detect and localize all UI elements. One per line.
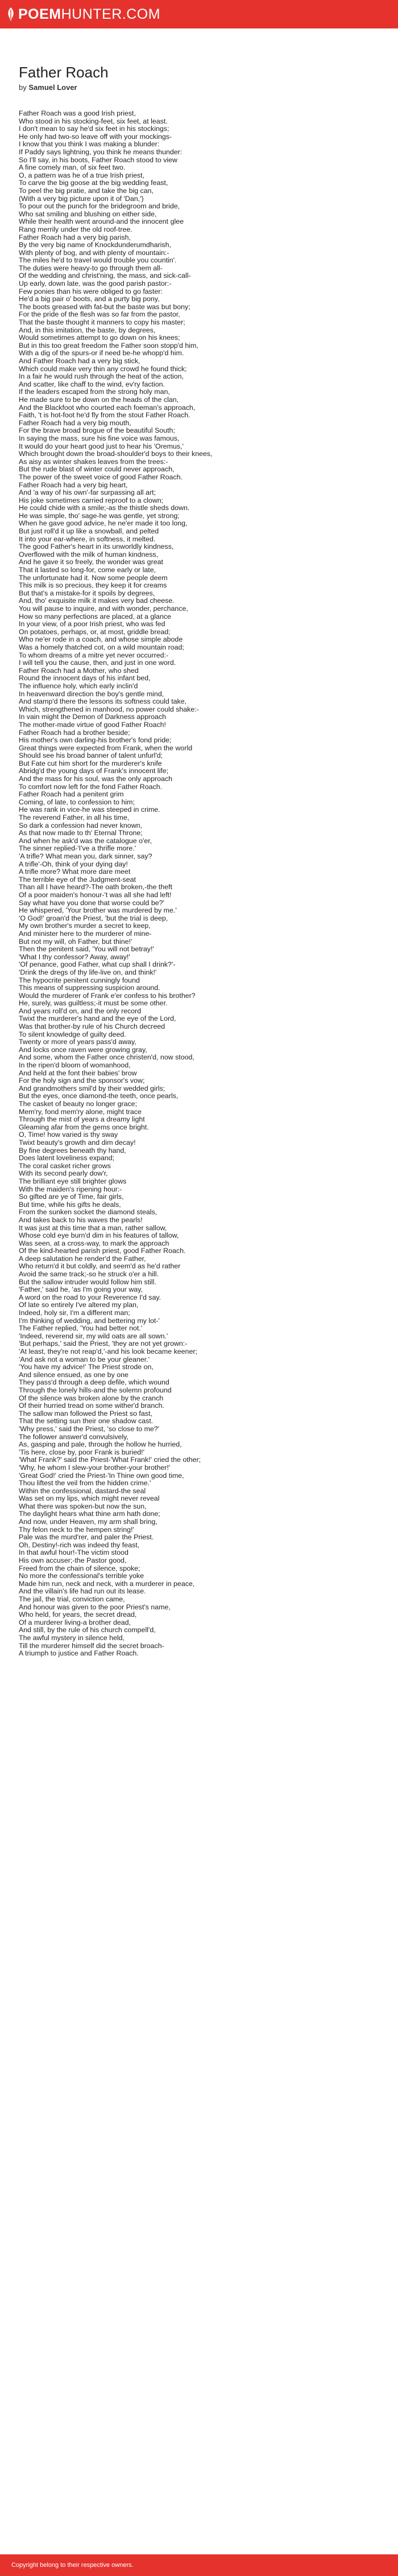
poem-line: The casket of beauty no longer grace; xyxy=(19,1100,138,1108)
poem-line: Father Roach had a Mother, who shed xyxy=(19,666,139,675)
poem-line: As, gasping and pale, through the hollow he hurried, xyxy=(19,1440,182,1449)
poem-line: On potatoes, perhaps, or, at most, griddle bread; xyxy=(19,627,171,636)
poem-line: (With a very big picture upon it of 'Dan,') xyxy=(19,194,144,203)
poem-line: 'Drink the dregs of thy life-live on, and think!' xyxy=(19,968,157,976)
poem-line: Who ne'er rode in a coach, and whose simple abode xyxy=(19,635,183,644)
poem-line: 'O God!' groan'd the Priest, 'but the trial is deep, xyxy=(19,914,168,922)
poem-line: If Paddy says lightning, you think he means thunder: xyxy=(19,147,183,156)
poem-line: It into your ear-where, in softness, it melted. xyxy=(19,535,156,543)
poem-line: Indeed, holy sir, I'm a different man; xyxy=(19,1309,130,1317)
poem-line: Would the murderer of Frank e'er confess to his brother? xyxy=(19,991,196,1000)
poem-line: Which, strengthened in manhood, no power could shake:- xyxy=(19,705,199,713)
poem-line: In your view, of a poor Irish priest, who was fed xyxy=(19,620,165,628)
poem-line: And locks once raven were growing gray, xyxy=(19,1045,147,1054)
poem-line: His mother's own darling-his brother's fond pride; xyxy=(19,736,172,745)
poem-line: The good Father's heart in its unworldly kindness, xyxy=(19,543,174,551)
footer-copyright: Copyright belong to their respective owners. xyxy=(11,2562,134,2569)
poem-line: The jail, the trial, conviction came, xyxy=(19,1595,125,1603)
poem-line: You will pause to inquire, and with wonder, perchance, xyxy=(19,605,188,613)
poem-line: I know that you think I was making a blunder: xyxy=(19,140,160,149)
poem-line: Mem'ry, fond mem'ry alone, might trace xyxy=(19,1107,142,1116)
poem-line: It was just at this time that a man, rather sallow, xyxy=(19,1223,167,1232)
poem-line: In the ripen'd bloom of womanhood, xyxy=(19,1061,131,1070)
poem-line: 'But perhaps,' said the Priest, 'they are not yet grown:- xyxy=(19,1340,188,1348)
site-logo[interactable] xyxy=(6,6,160,23)
poem-line: But the rude blast of winter could never approach, xyxy=(19,465,175,474)
poem-line: And scatter, like chaff to the wind, ev'ry faction. xyxy=(19,380,165,388)
poem-line: 'And ask not a woman to be your gleaner.' xyxy=(19,1355,150,1363)
poem-line: A word on the road to your Reverence I'd say. xyxy=(19,1293,161,1301)
poem-line: So I'll say, in his boots, Father Roach stood to view xyxy=(19,155,177,164)
poem-line: Does latent loveliness expand; xyxy=(19,1154,115,1162)
poem-line: For the holy sign and the sponsor's vow; xyxy=(19,1077,145,1085)
poem-line: So gifted are ye of Time, fair girls, xyxy=(19,1193,124,1201)
poem-line: For the brave broad brogue of the beautiful South; xyxy=(19,426,175,435)
poem-line: The hypocrite penitent cunningly found xyxy=(19,976,140,984)
poem-line: Father Roach had a very big mouth, xyxy=(19,418,131,427)
poem-line: Who return'd it but coldly, and seem'd as he'd rather xyxy=(19,1262,181,1271)
poem-line: That the baste thought it manners to copy his master; xyxy=(19,318,185,327)
poem-line: 'Tis here, close by, poor Frank is buried!' xyxy=(19,1448,144,1456)
poem-line: O, a pattern was he of a true Irish priest, xyxy=(19,171,145,179)
poem-line: He whispered, 'Your brother was murdered by me.' xyxy=(19,906,177,915)
poem-line: Coming, of late, to confession to him; xyxy=(19,798,135,806)
poem-line: I will tell you the cause, then, and just in one word. xyxy=(19,659,176,667)
poem-line: He could chide with a smile;-as the thistle sheds down. xyxy=(19,504,190,512)
quill-icon xyxy=(6,7,16,22)
poem-line: How so many perfections are placed, at a glance xyxy=(19,612,171,621)
poem-line: And 'a way of his own'-far surpassing all art; xyxy=(19,488,156,497)
poem-line: And, tho' exquisite milk it makes very bad cheese. xyxy=(19,597,175,605)
poem-line: Abridg'd the young days of Frank's innocent life; xyxy=(19,767,169,775)
poem-line: Was a homely thatched cot, on a wild mountain road; xyxy=(19,643,184,651)
poem-line: But the eyes, once diamond-the teeth, once pearls, xyxy=(19,1092,179,1100)
poem-line: His own accuser;-the Pastor good, xyxy=(19,1556,127,1565)
logo-brand-suffix: .COM xyxy=(122,6,161,22)
poem-body xyxy=(19,110,398,1658)
poem-line: Father Roach had a very big parish, xyxy=(19,233,131,241)
poem-line: He was rank in vice-he was steeped in crime. xyxy=(19,806,160,814)
poem-line: In vain might the Demon of Darkness approach xyxy=(19,713,166,721)
poem-line: Twixt beauty's growth and dim decay! xyxy=(19,1138,136,1147)
poem-line: Who stood in his stocking-feet, six feet, at least. xyxy=(19,117,168,125)
poem-line: Oh, Destiny!-rich was indeed thy feast, xyxy=(19,1540,140,1549)
poem-line: Father Roach had a very big heart, xyxy=(19,480,128,489)
poem-line: And years roll'd on, and the only record xyxy=(19,1006,142,1015)
poem-line: Through the lonely hills-and the solemn profound xyxy=(19,1386,172,1394)
poem-line: The awful mystery in silence held, xyxy=(19,1633,125,1642)
poem-line: He was simple, tho' sage-he was gentle, yet strong; xyxy=(19,511,180,520)
poem-container xyxy=(0,28,398,1658)
poem-line: But time, while his gifts he deals, xyxy=(19,1200,121,1209)
poem-line: I'm thinking of wedding, and bettering my lot-' xyxy=(19,1316,160,1325)
poem-line: With its second pearly dow'r, xyxy=(19,1169,108,1178)
poem-line: 'Father,' said he, 'as I'm going your way, xyxy=(19,1285,143,1294)
poem-line: And takes back to his waves the pearls! xyxy=(19,1215,143,1224)
poem-line: The mother-made virtue of good Father Roach! xyxy=(19,720,166,729)
poem-line: As aisy as winter shakes leaves from the trees:- xyxy=(19,457,168,466)
poem-line: Overflowed with the milk of human kindness, xyxy=(19,550,159,558)
poem-line: Twenty or more of years pass'd away, xyxy=(19,1038,136,1046)
poem-line: I don't mean to say he'd six feet in his stockings; xyxy=(19,125,169,133)
poem-line: And silence ensued, as one by one xyxy=(19,1370,128,1379)
poem-line: With a dig of the spurs-or if need be-he whopp'd him. xyxy=(19,349,184,358)
poem-line: It would do your heart good just to hear his 'Oremus,' xyxy=(19,442,184,450)
footer-bar xyxy=(0,2554,398,2576)
poem-line: Should see his broad banner of talent unfurl'd; xyxy=(19,751,163,760)
poem-line: This means of suppressing suspicion around. xyxy=(19,984,160,992)
poem-line: Father Roach had a penitent grim xyxy=(19,790,124,799)
poem-line: To peel the big pratie, and take the big can, xyxy=(19,186,154,195)
poem-author-link[interactable]: Samuel Lover xyxy=(28,83,77,92)
poem-line: The miles he'd to travel would trouble you countin'. xyxy=(19,256,177,265)
poem-line: Faith, 't is hot-foot he'd fly from the stout Father Roach. xyxy=(19,411,190,420)
poem-line: But not my will, oh Father, but thine!' xyxy=(19,937,132,946)
poem-byline xyxy=(19,83,398,93)
poem-line: He only had two-so leave off with your mockings- xyxy=(19,132,172,141)
poem-line: He'd a big pair o' boots, and a purty big pony, xyxy=(19,295,160,303)
poem-line: Of a murderer living-a brother dead, xyxy=(19,1618,131,1626)
poem-line: The daylight hears what thine arm hath done; xyxy=(19,1510,160,1518)
poem-line: A deep salutation he render'd the Father, xyxy=(19,1254,146,1263)
poem-line: Of the silence was broken alone by the cranch xyxy=(19,1394,164,1402)
poem-line: And when he ask'd was the catalogue o'er, xyxy=(19,836,152,845)
poem-line: Of a poor maiden's honour-'t was all she had left! xyxy=(19,890,172,899)
logo-brand-bold: POEM xyxy=(18,6,61,22)
poem-line: O, Time! how varied is thy sway xyxy=(19,1131,118,1139)
poem-line: And minister here to the murderer of mine- xyxy=(19,929,152,938)
poem-line: Thy felon neck to the hempen string!' xyxy=(19,1525,134,1534)
poem-line: The power of the sweet voice of good Father Roach. xyxy=(19,473,183,481)
poem-title: Father Roach xyxy=(19,64,109,81)
poem-line: Than all I have heard?-The oath broken,-the theft xyxy=(19,883,173,891)
poem-line: With plenty of bog, and with plenty of mountain:- xyxy=(19,248,169,257)
poem-line: But in this too great freedom the Father soon stopp'd him, xyxy=(19,341,198,350)
poem-line: Round the innocent days of his infant bed, xyxy=(19,674,151,683)
poem-line: A triumph to justice and Father Roach. xyxy=(19,1649,139,1658)
poem-line: The sallow man followed the Priest so fast, xyxy=(19,1409,152,1418)
poem-line: By the very big name of Knockdunderumdharish, xyxy=(19,241,171,249)
logo-brand-light: HUNTER xyxy=(61,6,122,22)
poem-line: Of the wedding and christ'ning, the mass, and sick-call- xyxy=(19,272,191,280)
poem-line: Was seen, at a cross-way, to mark the approach xyxy=(19,1239,169,1247)
poem-line: From the sunken socket the diamond steals, xyxy=(19,1208,157,1217)
poem-line: And the Blackfoot who courted each foeman's approach, xyxy=(19,403,196,412)
poem-line: The boots greased with fat-but the baste was but bony; xyxy=(19,302,190,311)
poem-line: His joke sometimes carried reproof to a clown; xyxy=(19,496,164,504)
poem-line: Few ponies than his were obliged to go faster: xyxy=(19,287,163,295)
poem-line: The reverend Father, in all his time, xyxy=(19,814,130,822)
poem-line: The follower answer'd convulsively, xyxy=(19,1432,128,1441)
poem-line: Freed from the chain of silence, spoke; xyxy=(19,1564,140,1572)
poem-line: The influence holy, which early inclin'd xyxy=(19,681,138,690)
poem-line: A trifle more? What more dare meet xyxy=(19,868,131,876)
poem-line: Which brought down the broad-shoulder'd boys to their knees, xyxy=(19,450,213,458)
poem-line: My own brother's murder a secret to keep, xyxy=(19,922,151,930)
poem-line: Was that brother-by rule of his Church decreed xyxy=(19,1022,165,1031)
poem-line: To carve the big goose at the big wedding feast, xyxy=(19,179,168,187)
poem-line: This milk is so precious, they keep it for creams xyxy=(19,581,167,590)
poem-line: To pour out the punch for the bridegroom and bride, xyxy=(19,202,180,211)
poem-line: Father Roach had a brother beside; xyxy=(19,728,130,737)
poem-line: And now, under Heaven, my arm shall bring, xyxy=(19,1518,157,1526)
poem-line: Rang merrily under the old roof-tree. xyxy=(19,225,132,233)
poem-line: 'What I thy confessor? Away, away!' xyxy=(19,952,130,961)
poem-line: That it lasted so long-for, come early or late, xyxy=(19,566,156,574)
poem-line: That the setting sun their one shadow cast. xyxy=(19,1417,154,1425)
poem-line: What there was spoken-but now the sun, xyxy=(19,1502,147,1510)
poem-line: The sinner replied-'I've a thrifle more.' xyxy=(19,844,136,853)
poem-line: A trifle'-Oh, think of your dying day! xyxy=(19,860,128,868)
poem-line: He, surely, was guiltless;-it must be some other. xyxy=(19,999,168,1008)
poem-line: Avoid the same track;-so he struck o'er a hill. xyxy=(19,1270,159,1279)
poem-line: By fine degrees beneath thy hand, xyxy=(19,1146,126,1155)
poem-line: Great things were expected from Frank, when the world xyxy=(19,743,193,752)
poem-line: Through the mist of years a dreamy light xyxy=(19,1115,145,1124)
poem-line: The Father replied, 'You had better not.' xyxy=(19,1324,143,1333)
poem-line: No more the confessional's terrible yoke xyxy=(19,1572,144,1580)
poem-line: Gleaming afar from the gems once bright. xyxy=(19,1123,149,1131)
poem-line: And the villain's life had run out its lease. xyxy=(19,1587,146,1596)
poem-line: As that now made to th' Eternal Throne; xyxy=(19,829,143,837)
poem-line: The terrible eye of the Judgment-seat xyxy=(19,875,136,884)
poem-line: When he gave good advice, he ne'er made it too long, xyxy=(19,519,188,528)
poem-line: 'A trifle? What mean you, dark sinner, say? xyxy=(19,852,152,860)
poem-line: And he gave it so freely, the wonder was great xyxy=(19,558,163,566)
poem-line: To whom dreams of a mitre yet never occurred:- xyxy=(19,651,169,659)
poem-line: Whose cold eye burn'd dim in his features of tallow, xyxy=(19,1231,179,1240)
poem-line: And Father Roach had a very big stick, xyxy=(19,357,140,365)
poem-line: For the pride of the flesh was so far from the pastor, xyxy=(19,310,180,319)
poem-line: And stamp'd there the lessons its softness could take, xyxy=(19,697,187,706)
poem-line: To silent knowledge of guilty deed. xyxy=(19,1030,126,1038)
poem-line: And held at the font their babies' brow xyxy=(19,1069,137,1077)
poem-line: Father Roach was a good Irish priest, xyxy=(19,109,136,117)
poem-line: The unfortunate had it. Now some people deem xyxy=(19,573,168,582)
poem-line: Of their hurried tread on some wither'd branch. xyxy=(19,1402,164,1410)
poem-line: Twixt the murderer's hand and the eye of the Lord, xyxy=(19,1014,176,1023)
poem-line: Who held, for years, the secret dread, xyxy=(19,1610,137,1619)
poem-line: In heavenward direction the boy's gentle mind, xyxy=(19,689,164,698)
poem-line: While their health went around-and the innocent glee xyxy=(19,217,184,226)
poem-line: Within the confessional, dastard-the seal xyxy=(19,1486,146,1495)
poem-line: Say what have you done that worse could be?' xyxy=(19,898,164,907)
poem-line: 'What Frank?' said the Priest-'What Frank!' cried the other; xyxy=(19,1456,201,1464)
top-bar xyxy=(0,0,398,28)
poem-line: And the mass for his soul, was the only approach xyxy=(19,775,172,783)
poem-line: 'At least, they're not reap'd,'-and his look became keener; xyxy=(19,1347,197,1355)
poem-line: So dark a confession had never known, xyxy=(19,821,142,829)
poem-line: He made sure to be down on the heads of the clan, xyxy=(19,395,179,404)
poem-line: But that's a mistake-for it spoils by degrees, xyxy=(19,589,155,597)
poem-line: In saying the mass, sure his fine voice was famous, xyxy=(19,434,180,442)
poem-line: 'Why, he whom I slew-your brother-your brother!' xyxy=(19,1463,171,1472)
poem-line: If the leaders escaped from the strong holy man, xyxy=(19,388,170,396)
poem-line: Thou liftest the veil from the hidden crime.' xyxy=(19,1479,151,1488)
poem-line: A fine comely man, of six feet two. xyxy=(19,163,126,172)
poem-line: And still, by the rule of his church compell'd, xyxy=(19,1626,156,1634)
poem-line: Pale was the murd'rer, and paler the Priest. xyxy=(19,1533,154,1542)
poem-line: But just roll'd it up like a snowball, and pelted xyxy=(19,527,159,536)
poem-line: Then the penitent said, 'You will not betray!' xyxy=(19,945,154,954)
poem-line: With the maiden's ripening hour:- xyxy=(19,1185,122,1193)
byline-prefix: by xyxy=(19,83,27,92)
poem-line: But the sallow intruder would follow him still. xyxy=(19,1277,156,1286)
poem-line: Up early, down late, was the good parish pastor:- xyxy=(19,280,172,288)
poem-line: The brilliant eye still brighter glows xyxy=(19,1177,127,1185)
poem-line: In that awful hour!-The victim stood xyxy=(19,1548,128,1557)
poem-line: In a fair he would rush through the heat of the action, xyxy=(19,372,184,381)
poem-line: They pass'd through a deep defile, which wound xyxy=(19,1378,169,1387)
poem-line: 'Indeed, reverend sir, my wild oats are all sown.' xyxy=(19,1332,168,1340)
poem-line: Of the kind-hearted parish priest, good Father Roach. xyxy=(19,1247,186,1255)
poem-line: 'Why press,' said the Priest, 'so close to me?' xyxy=(19,1424,160,1433)
poem-line: And grandmothers smil'd by their wedded girls; xyxy=(19,1084,165,1092)
poem-line: The duties were heavy-to go through them all- xyxy=(19,264,163,272)
poem-line: Made him run, neck and neck, with a murderer in peace, xyxy=(19,1579,195,1588)
poem-line: Would sometimes attempt to go down on his knees; xyxy=(19,334,180,342)
poem-line: But Fate cut him short for the murderer's knife xyxy=(19,759,162,767)
poem-line: Who sat smiling and blushing on either side, xyxy=(19,209,157,218)
poem-line: To comfort now left for the fond Father Roach. xyxy=(19,782,163,791)
poem-line: Was set on my lips, which might never reveal xyxy=(19,1494,160,1503)
poem-line: Which could make very thin any crowd he found thick; xyxy=(19,364,187,373)
poem-line: 'Of penance, good Father, what cup shall I drink?'- xyxy=(19,960,176,969)
poem-line: And honour was given to the poor Priest's name, xyxy=(19,1603,171,1611)
poem-line: 'Great God!' cried the Priest-'In Thine own good time, xyxy=(19,1471,184,1480)
poem-line: 'You have my advice!' The Priest strode on, xyxy=(19,1363,154,1371)
poem-line: Of late so entirely I've altered my plan, xyxy=(19,1301,139,1309)
poem-line: And some, whom the Father once christen'd, now stood, xyxy=(19,1053,194,1062)
poem-line: And, in this imitation, the baste, by degrees, xyxy=(19,326,156,334)
poem-line: Till the murderer himself did the secret broach- xyxy=(19,1641,164,1650)
poem-line: The coral casket richer grows xyxy=(19,1161,111,1170)
